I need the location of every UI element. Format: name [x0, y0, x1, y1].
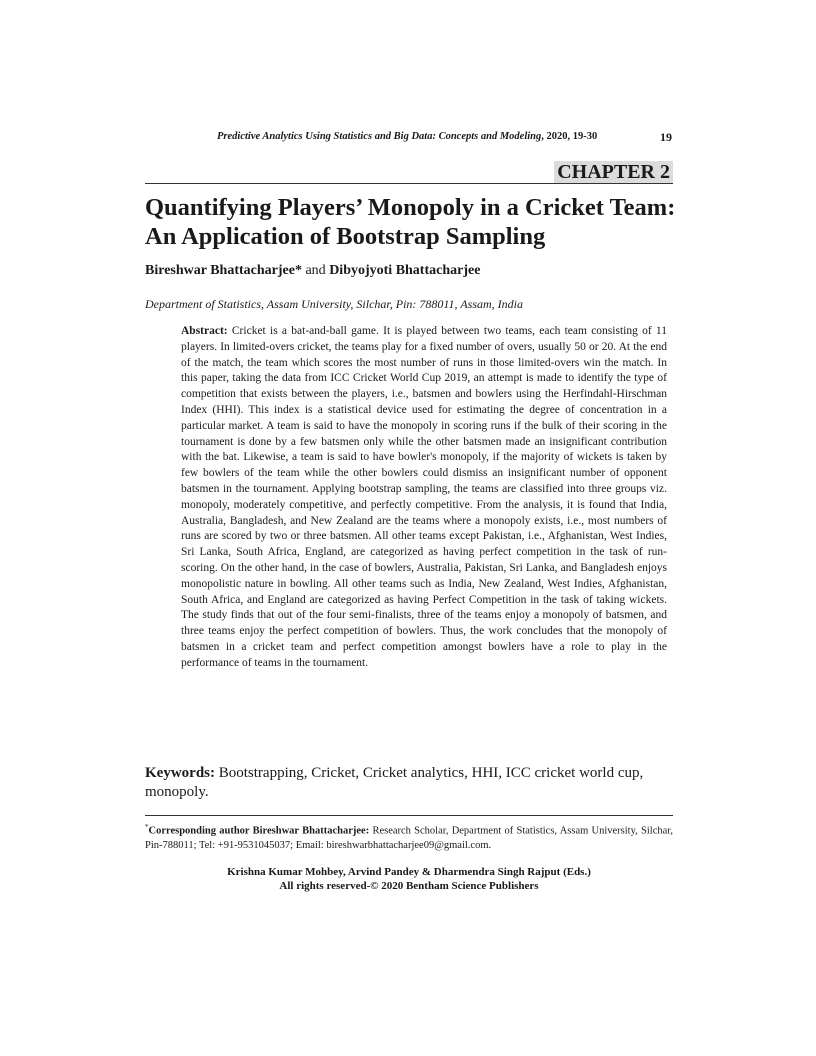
chapter-label: CHAPTER 2	[554, 161, 673, 183]
paper-title: Quantifying Players’ Monopoly in a Cricket Team: An Application of Bootstrap Sampling	[145, 194, 676, 250]
abstract	[181, 324, 667, 672]
footnote-label: Corresponding author Bireshwar Bhattacharjee:	[148, 825, 370, 837]
editors-line: Krishna Kumar Mohbey, Arvind Pandey & Dharmendra Singh Rajput (Eds.)	[227, 866, 591, 878]
running-head-details: , 2020, 19-30	[541, 131, 598, 142]
author-2: Dibyojyoti Bhattacharjee	[329, 263, 481, 278]
running-head	[217, 131, 675, 142]
running-head-book-title: Predictive Analytics Using Statistics and Big Data: Concepts and Modeling	[217, 131, 542, 142]
abstract-label: Abstract:	[181, 325, 228, 337]
keywords-text: Bootstrapping, Cricket, Cricket analytics, HHI, ICC cricket world cup, monopoly.	[145, 765, 644, 800]
author-conjunction: and	[301, 263, 330, 278]
keywords	[145, 764, 673, 802]
affiliation: Department of Statistics, Assam University, Silchar, Pin: 788011, Assam, India	[145, 297, 523, 311]
chapter-divider	[145, 183, 673, 184]
abstract-text: Cricket is a bat-and-ball game. It is played between two teams, each team consisting of 11 players. In limited-overs cricket, the teams play for a fixed number of overs, usually 50 or 20. At the end of the match, the team which scores the most number of runs in those limited-overs win the match. In this paper, taking the data from ICC Cricket World Cup 2019, an attempt is made to identify the type of competition that exists between the players, i.e., batsmen and bowlers using the Herfindahl-Hirschman Index (HHI). This index is a statistical device used for estimating the degree of concentration in a particular market. A team is said to have the monopoly in scoring runs if the bulk of their scoring in the tournament is done by a few batsmen only while the other batsmen made an insignificant contribution with the bat. Likewise, a team is said to have bowler's monopoly, if the majority of wickets is taken by few bowlers of the team while the other bowlers could dismiss an insignificant number of opponent batsmen in the tournament. Applying bootstrap sampling, the teams are classified into three groups viz. monopoly, moderately competitive, and perfectly competitive. From the analysis, it is found that India, Australia, Bangladesh, and New Zealand are the teams where a monopoly exists, i.e., most numbers of runs are scored by two or three batsmen. All other teams except Pakistan, i.e., Afghanistan, West Indies, Sri Lanka, South Africa, England, are categorized as having perfect competition in the task of run-scoring. On the other hand, in the case of bowlers, Australia, Pakistan, Sri Lanka, and Bangladesh enjoys monopolistic nature in bowling. All other teams such as India, New Zealand, West Indies, Afghanistan, South Africa, and England are categorized as having Perfect Competition in the task of taking wickets. The study finds that out of the four semi-finalists, three of the teams enjoy a monopoly of batsmen, and three teams enjoy the perfect competition of bowlers. Thus, the work concludes that the monopoly of batsmen in a cricket team and perfect competition amongst bowlers have a role to play in the performance of teams in the tournament.	[181, 325, 668, 669]
footnote	[145, 820, 673, 853]
author-line	[145, 263, 480, 279]
page-number: 19	[660, 130, 672, 144]
footnote-marker: *	[145, 823, 149, 831]
footnote-text: Research Scholar, Department of Statistics, Assam University, Silchar, Pin-788011; Tel: +91-9531045037; Email: bireshwarbhattacharjee09@gmail.com.	[145, 825, 673, 851]
keywords-label: Keywords:	[145, 765, 215, 781]
credits	[145, 865, 673, 893]
author-1: Bireshwar Bhattacharjee*	[145, 263, 302, 278]
rights-line: All rights reserved-© 2020 Bentham Science Publishers	[279, 880, 539, 892]
footnote-divider	[145, 815, 673, 816]
